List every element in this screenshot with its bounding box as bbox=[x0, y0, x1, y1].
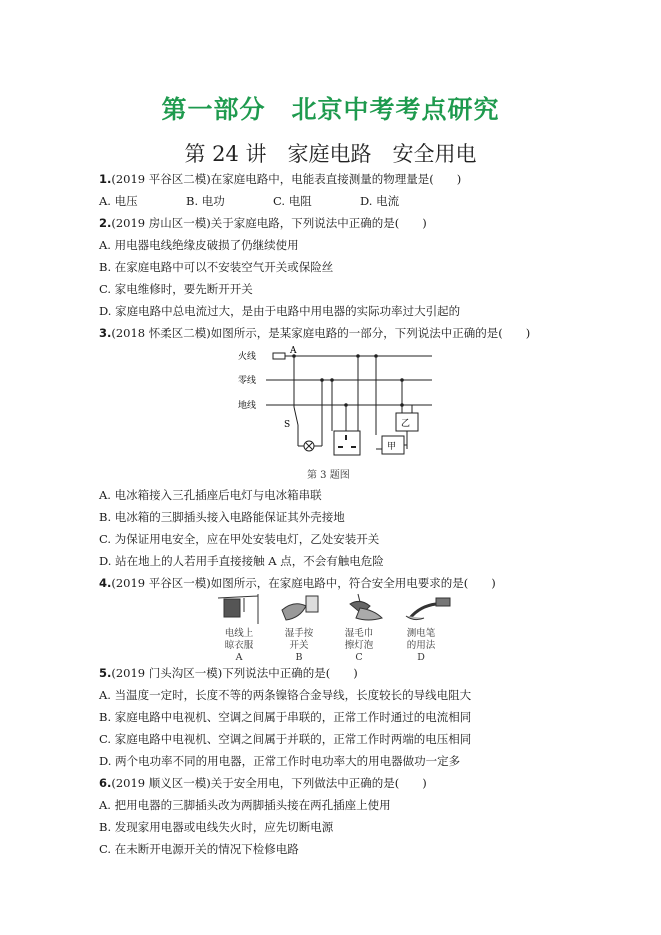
question-number: 5. bbox=[99, 666, 112, 680]
question-stem: (2019 平谷区一模)如图所示，在家庭电路中，符合安全用电要求的是( ) bbox=[111, 576, 496, 590]
label-neutral: 零线 bbox=[238, 376, 257, 386]
label-yi: 乙 bbox=[401, 419, 411, 429]
figure-caption: 第 3 题图 bbox=[307, 470, 350, 481]
option-c: C. 家庭电路中电视机、空调之间属于并联的，正常工作时两端的电压相同 bbox=[99, 732, 472, 746]
option-d: D. 家庭电路中总电流过大，是由于电路中用电器的实际功率过大引起的 bbox=[99, 304, 461, 318]
option-b: B. 在家庭电路中可以不安装空气开关或保险丝 bbox=[99, 260, 334, 274]
option-d: D. 站在地上的人若用手直接接触 A 点，不会有触电危险 bbox=[99, 554, 384, 568]
question-4 bbox=[99, 576, 496, 590]
question-stem: (2019 房山区一模)关于家庭电路，下列说法中正确的是( ) bbox=[111, 216, 427, 230]
circuit-diagram bbox=[236, 345, 436, 463]
question-6 bbox=[99, 776, 427, 790]
picture-label-line: 电线上 bbox=[224, 628, 254, 639]
option-b: B. 电冰箱的三脚插头接入电路能保证其外壳接地 bbox=[99, 510, 345, 524]
picture-label-line: 晾衣服 bbox=[224, 640, 254, 651]
picture-label-c bbox=[333, 628, 385, 664]
question-stem: (2018 怀柔区二模)如图所示，是某家庭电路的一部分，下列说法中正确的是( ) bbox=[111, 326, 531, 340]
option-a: A. 把用电器的三脚插头改为两脚插头接在两孔插座上使用 bbox=[99, 798, 391, 812]
option-a: A. 电冰箱接入三孔插座后电灯与电冰箱串联 bbox=[99, 488, 322, 502]
picture-label-letter: B bbox=[295, 652, 303, 663]
picture-label-letter: D bbox=[417, 652, 425, 663]
safety-pictures bbox=[210, 592, 470, 626]
option-c: C. 为保证用电安全，应在甲处安装电灯，乙处安装开关 bbox=[99, 532, 380, 546]
picture-label-letter: A bbox=[235, 652, 243, 663]
label-ground: 地线 bbox=[238, 401, 257, 411]
question-number: 1. bbox=[99, 172, 112, 186]
question-number: 4. bbox=[99, 576, 112, 590]
question-number: 3. bbox=[99, 326, 112, 340]
picture-label-line: 的用法 bbox=[406, 640, 436, 651]
picture-label-line: 擦灯泡 bbox=[344, 640, 374, 651]
part-title: 第一部分 北京中考考点研究 bbox=[161, 95, 500, 124]
picture-label-line: 测电笔 bbox=[406, 628, 436, 639]
option-c: C. 电阻 bbox=[273, 194, 312, 208]
question-3 bbox=[99, 326, 530, 340]
option-b: B. 电功 bbox=[186, 194, 225, 208]
option-c: C. 在未断开电源开关的情况下检修电路 bbox=[99, 842, 299, 856]
option-c: C. 家电维修时，要先断开开关 bbox=[99, 282, 253, 296]
question-number: 2. bbox=[99, 216, 112, 230]
picture-label-b bbox=[273, 628, 325, 664]
picture-label-line: 湿手按 bbox=[284, 628, 314, 639]
option-b: B. 发现家用电器或电线失火时，应先切断电源 bbox=[99, 820, 334, 834]
fuse bbox=[273, 353, 285, 359]
question-stem: (2019 平谷区二模)在家庭电路中，电能表直接测量的物理量是( ) bbox=[111, 172, 462, 186]
option-d: D. 两个电功率不同的用电器，正常工作时电功率大的用电器做功一定多 bbox=[99, 754, 461, 768]
option-a: A. 电压 bbox=[99, 194, 138, 208]
picture-label-line: 湿毛巾 bbox=[344, 628, 374, 639]
question-1-options bbox=[99, 194, 399, 208]
option-a: A. 当温度一定时，长度不等的两条镍铬合金导线，长度较长的导线电阻大 bbox=[99, 688, 472, 702]
option-b: B. 家庭电路中电视机、空调之间属于串联的，正常工作时通过的电流相同 bbox=[99, 710, 472, 724]
lesson-title: 第 24 讲 家庭电路 安全用电 bbox=[184, 142, 477, 166]
question-5 bbox=[99, 666, 358, 680]
option-d: D. 电流 bbox=[360, 194, 400, 208]
picture-label-d bbox=[395, 628, 447, 664]
question-2 bbox=[99, 216, 427, 230]
label-point-a: A bbox=[290, 346, 297, 356]
question-stem: (2019 门头沟区一模)下列说法中正确的是( ) bbox=[111, 666, 358, 680]
picture-label-line: 开关 bbox=[289, 640, 309, 651]
question-1 bbox=[99, 172, 461, 186]
picture-label-letter: C bbox=[355, 652, 363, 663]
label-live: 火线 bbox=[238, 352, 257, 362]
question-number: 6. bbox=[99, 776, 112, 790]
question-stem: (2019 顺义区一模)关于安全用电，下列做法中正确的是( ) bbox=[111, 776, 427, 790]
three-pin-socket bbox=[334, 431, 360, 455]
option-a: A. 用电器电线绝缘皮破损了仍继续使用 bbox=[99, 238, 299, 252]
label-jia: 甲 bbox=[387, 442, 397, 452]
picture-label-a bbox=[213, 628, 265, 664]
label-switch: S bbox=[284, 420, 291, 430]
